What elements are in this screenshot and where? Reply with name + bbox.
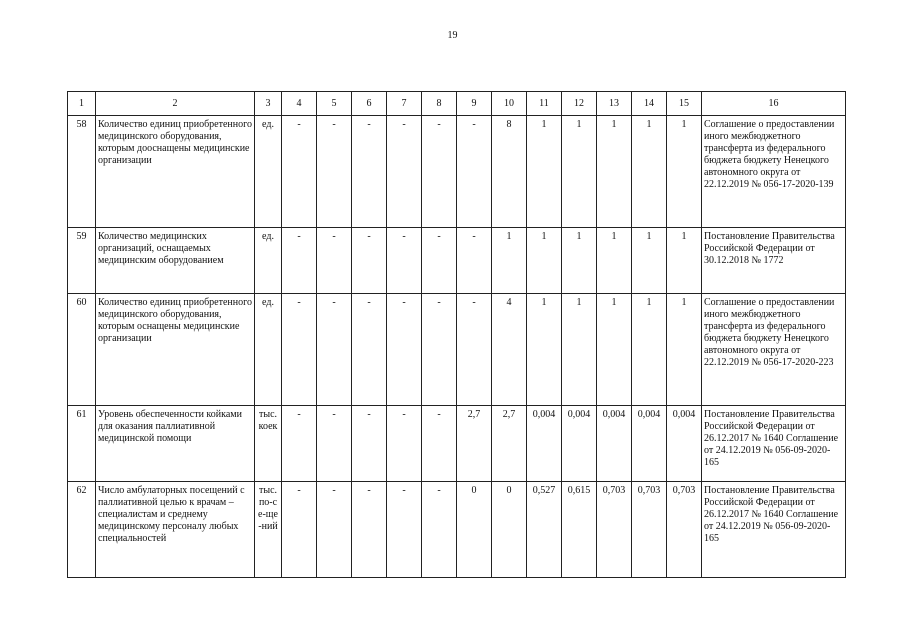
row-number: 62 [68, 482, 96, 578]
value-cell: - [282, 228, 317, 294]
value-cell: 1 [597, 294, 632, 406]
indicator-name: Количество единиц приобретенного медицинского оборудования, которым дооснащены медицинские организации [96, 116, 255, 228]
unit-cell: тыс. по-се-ще-ний [255, 482, 282, 578]
unit-cell: тыс. коек [255, 406, 282, 482]
header-cell: 7 [387, 92, 422, 116]
value-cell: - [352, 116, 387, 228]
header-cell: 5 [317, 92, 352, 116]
value-cell: 0 [492, 482, 527, 578]
value-cell: - [317, 294, 352, 406]
value-cell: 1 [527, 116, 562, 228]
value-cell: 1 [527, 228, 562, 294]
value-cell: 1 [597, 228, 632, 294]
value-cell: - [282, 294, 317, 406]
value-cell: 1 [597, 116, 632, 228]
value-cell: - [352, 294, 387, 406]
table-row [68, 482, 846, 578]
header-cell: 1 [68, 92, 96, 116]
indicator-name: Число амбулаторных посещений с паллиативной целью к врачам – специалистам и среднему медицинскому персоналу любых специальностей [96, 482, 255, 578]
header-cell: 15 [667, 92, 702, 116]
value-cell: - [387, 294, 422, 406]
value-cell: - [422, 482, 457, 578]
header-cell: 2 [96, 92, 255, 116]
value-cell: - [387, 482, 422, 578]
value-cell: 1 [527, 294, 562, 406]
value-cell: 0,615 [562, 482, 597, 578]
value-cell: 1 [492, 228, 527, 294]
source-document: Постановление Правительства Российской Федерации от 26.12.2017 № 1640 Соглашение от 24.12.2019 № 056-09-2020-165 [702, 406, 846, 482]
value-cell: - [422, 228, 457, 294]
row-number: 60 [68, 294, 96, 406]
header-cell: 6 [352, 92, 387, 116]
source-document: Постановление Правительства Российской Федерации от 30.12.2018 № 1772 [702, 228, 846, 294]
value-cell: 1 [667, 228, 702, 294]
value-cell: - [317, 482, 352, 578]
value-cell: - [317, 116, 352, 228]
value-cell: 1 [562, 116, 597, 228]
value-cell: 0,703 [597, 482, 632, 578]
table-row [68, 116, 846, 228]
row-number: 59 [68, 228, 96, 294]
unit-cell: ед. [255, 294, 282, 406]
value-cell: - [457, 228, 492, 294]
row-number: 58 [68, 116, 96, 228]
header-cell: 10 [492, 92, 527, 116]
page-number: 19 [447, 30, 458, 41]
value-cell: - [317, 406, 352, 482]
unit-cell: ед. [255, 228, 282, 294]
table-row [68, 294, 846, 406]
value-cell: 4 [492, 294, 527, 406]
header-cell: 11 [527, 92, 562, 116]
value-cell: 1 [632, 228, 667, 294]
header-row [68, 92, 846, 116]
value-cell: - [457, 116, 492, 228]
value-cell: - [422, 294, 457, 406]
header-cell: 3 [255, 92, 282, 116]
value-cell: 1 [632, 116, 667, 228]
header-cell: 12 [562, 92, 597, 116]
source-document: Соглашение о предоставлении иного межбюджетного трансферта из федерального бюджета бюджету Ненецкого автономного округа от 22.12.2019 № 056-17-2020-139 [702, 116, 846, 228]
value-cell: 1 [632, 294, 667, 406]
unit-cell: ед. [255, 116, 282, 228]
value-cell: - [282, 406, 317, 482]
value-cell: 0,004 [527, 406, 562, 482]
value-cell: - [352, 406, 387, 482]
table-row [68, 228, 846, 294]
indicator-name: Количество медицинских организаций, оснащаемых медицинским оборудованием [96, 228, 255, 294]
source-document: Соглашение о предоставлении иного межбюджетного трансферта из федерального бюджета бюджету Ненецкого автономного округа от 22.12.2019 № 056-17-2020-223 [702, 294, 846, 406]
value-cell: 8 [492, 116, 527, 228]
source-document: Постановление Правительства Российской Федерации от 26.12.2017 № 1640 Соглашение от 24.12.2019 № 056-09-2020-165 [702, 482, 846, 578]
value-cell: 0,703 [632, 482, 667, 578]
value-cell: 0,004 [597, 406, 632, 482]
indicators-table [67, 91, 846, 578]
value-cell: - [422, 116, 457, 228]
value-cell: 1 [562, 294, 597, 406]
value-cell: - [387, 406, 422, 482]
value-cell: - [282, 482, 317, 578]
value-cell: 2,7 [492, 406, 527, 482]
value-cell: 2,7 [457, 406, 492, 482]
table-row [68, 406, 846, 482]
value-cell: - [282, 116, 317, 228]
value-cell: - [422, 406, 457, 482]
value-cell: 1 [562, 228, 597, 294]
value-cell: - [317, 228, 352, 294]
value-cell: 0 [457, 482, 492, 578]
value-cell: 1 [667, 116, 702, 228]
value-cell: 0,527 [527, 482, 562, 578]
header-cell: 9 [457, 92, 492, 116]
row-number: 61 [68, 406, 96, 482]
value-cell: - [457, 294, 492, 406]
header-cell: 4 [282, 92, 317, 116]
value-cell: - [352, 228, 387, 294]
value-cell: 0,004 [667, 406, 702, 482]
header-cell: 14 [632, 92, 667, 116]
value-cell: 0,004 [562, 406, 597, 482]
value-cell: - [387, 228, 422, 294]
header-cell: 13 [597, 92, 632, 116]
value-cell: 0,004 [632, 406, 667, 482]
indicator-name: Уровень обеспеченности койками для оказания паллиативной медицинской помощи [96, 406, 255, 482]
header-cell: 8 [422, 92, 457, 116]
value-cell: - [352, 482, 387, 578]
header-cell: 16 [702, 92, 846, 116]
value-cell: - [387, 116, 422, 228]
value-cell: 0,703 [667, 482, 702, 578]
indicator-name: Количество единиц приобретенного медицинского оборудования, которым оснащены медицинские организации [96, 294, 255, 406]
value-cell: 1 [667, 294, 702, 406]
